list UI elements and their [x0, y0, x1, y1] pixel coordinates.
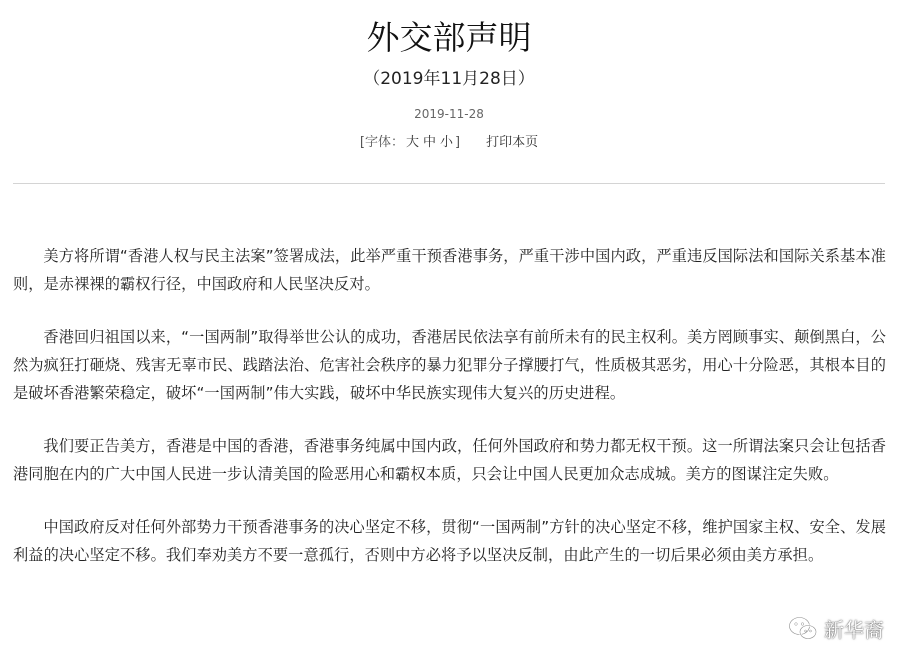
- font-size-medium-link[interactable]: 中: [422, 135, 436, 150]
- header-divider: [13, 183, 885, 184]
- font-size-small-link[interactable]: 小: [440, 135, 454, 150]
- watermark-text: 新华裔: [824, 617, 884, 642]
- source-watermark: [788, 610, 884, 646]
- article-paragraph-4: 中国政府反对任何外部势力干预香港事务的决心坚定不移，贯彻“一国两制”方针的决心坚定不移，维护国家主权、安全、发展利益的决心坚定不移。我们奉劝美方不要一意孤行，否则中方必将予以坚决反制，由此产生的一切后果必须由美方承担。: [13, 518, 886, 564]
- font-size-label: [字体：: [359, 135, 404, 150]
- publish-date: 2019-11-28: [414, 107, 484, 121]
- article-paragraph-2: 香港回归祖国以来，“一国两制”取得举世公认的成功，香港居民依法享有前所未有的民主权利。美方罔顾事实、颠倒黑白，公然为疯狂打砸烧、残害无辜市民、践踏法治、危害社会秩序的暴力犯罪分子撑腰打气，性质极其恶劣，用心十分险恶，其根本目的是破坏香港繁荣稳定，破坏“一国两制”伟大实践，破坏中华民族实现伟大复兴的历史进程。: [13, 328, 886, 402]
- font-size-large-link[interactable]: 大: [405, 135, 419, 150]
- statement-date-subtitle: （2019年11月28日）: [363, 69, 535, 89]
- article-paragraph-3: 我们要正告美方，香港是中国的香港，香港事务纯属中国内政，任何外国政府和势力都无权干预。这一所谓法案只会让包括香港同胞在内的广大中国人民进一步认清美国的险恶用心和霸权本质，只会让中国人民更加众志成城。美方的图谋注定失败。: [13, 437, 886, 483]
- font-size-close-bracket: ]: [455, 135, 461, 150]
- article-paragraph-1: 美方将所谓“香港人权与民主法案”签署成法，此举严重干预香港事务，严重干涉中国内政，严重违反国际法和国际关系基本准则，是赤裸裸的霸权行径，中国政府和人民坚决反对。: [13, 247, 886, 293]
- article-body: [13, 242, 886, 569]
- wechat-icon: [788, 615, 818, 641]
- print-page-link[interactable]: 打印本页: [486, 135, 539, 150]
- page-title: 外交部声明: [366, 18, 532, 57]
- article-tools: [0, 133, 898, 153]
